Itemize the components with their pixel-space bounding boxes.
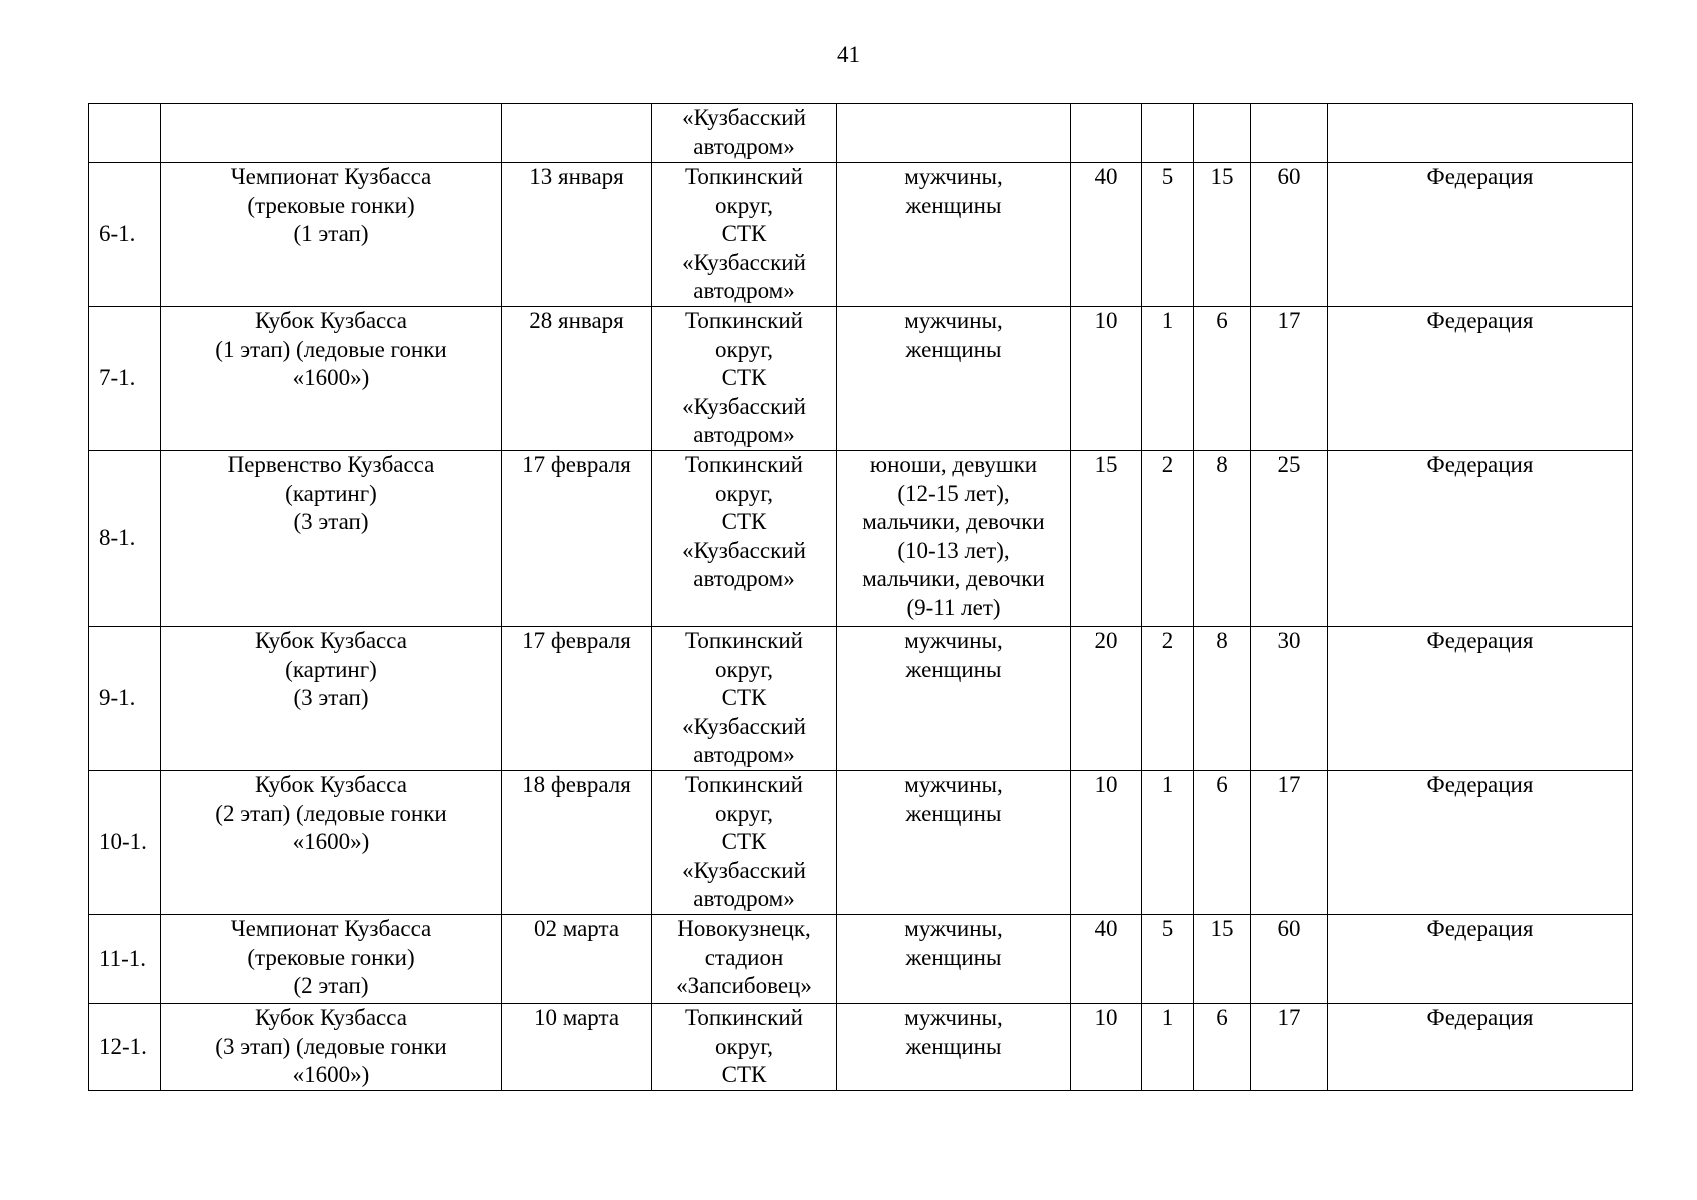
- cell-place: Топкинский округ, СТК «Кузбасский автодром»: [652, 163, 837, 307]
- cell-count-total: 17: [1251, 771, 1328, 915]
- cell-event-name: Первенство Кузбасса (картинг) (3 этап): [161, 451, 502, 627]
- cell-count-1: [1071, 104, 1142, 163]
- cell-count-2: 1: [1142, 771, 1194, 915]
- cell-count-3: [1194, 104, 1251, 163]
- cell-count-1: 20: [1071, 627, 1142, 771]
- cell-count-1: 40: [1071, 915, 1142, 1004]
- cell-number: 12-1.: [89, 1004, 161, 1091]
- table-row: [89, 163, 1633, 307]
- cell-count-1: 15: [1071, 451, 1142, 627]
- cell-count-1: 10: [1071, 1004, 1142, 1091]
- cell-count-total: 17: [1251, 1004, 1328, 1091]
- cell-place: Новокузнецк, стадион «Запсибовец»: [652, 915, 837, 1004]
- cell-organizer: Федерация: [1328, 163, 1633, 307]
- cell-place: Топкинский округ, СТК: [652, 1004, 837, 1091]
- cell-count-total: 25: [1251, 451, 1328, 627]
- cell-count-3: 6: [1194, 307, 1251, 451]
- cell-participants: мужчины, женщины: [837, 627, 1071, 771]
- cell-organizer: Федерация: [1328, 627, 1633, 771]
- cell-count-1: 10: [1071, 771, 1142, 915]
- cell-count-2: 1: [1142, 1004, 1194, 1091]
- cell-date: 10 марта: [502, 1004, 652, 1091]
- cell-count-total: [1251, 104, 1328, 163]
- cell-organizer: Федерация: [1328, 307, 1633, 451]
- cell-place: Топкинский округ, СТК «Кузбасский автодром»: [652, 451, 837, 627]
- cell-number: 7-1.: [89, 307, 161, 451]
- cell-organizer: Федерация: [1328, 451, 1633, 627]
- cell-count-total: 60: [1251, 915, 1328, 1004]
- cell-event-name: Кубок Кузбасса (3 этап) (ледовые гонки «1600»): [161, 1004, 502, 1091]
- cell-date: 18 февраля: [502, 771, 652, 915]
- table-row: [89, 771, 1633, 915]
- cell-date: 13 января: [502, 163, 652, 307]
- cell-place: «Кузбасский автодром»: [652, 104, 837, 163]
- cell-place: Топкинский округ, СТК «Кузбасский автодром»: [652, 307, 837, 451]
- cell-count-3: 6: [1194, 771, 1251, 915]
- cell-event-name: Кубок Кузбасса (1 этап) (ледовые гонки «1600»): [161, 307, 502, 451]
- cell-count-3: 6: [1194, 1004, 1251, 1091]
- cell-participants: мужчины, женщины: [837, 163, 1071, 307]
- table-row: [89, 307, 1633, 451]
- cell-organizer: Федерация: [1328, 1004, 1633, 1091]
- cell-participants: мужчины, женщины: [837, 1004, 1071, 1091]
- cell-count-2: [1142, 104, 1194, 163]
- cell-number: 8-1.: [89, 451, 161, 627]
- cell-event-name: Чемпионат Кузбасса (трековые гонки) (1 этап): [161, 163, 502, 307]
- cell-count-2: 1: [1142, 307, 1194, 451]
- cell-participants: мужчины, женщины: [837, 915, 1071, 1004]
- cell-date: [502, 104, 652, 163]
- table-row: [89, 1004, 1633, 1091]
- cell-count-total: 60: [1251, 163, 1328, 307]
- table-row: [89, 627, 1633, 771]
- cell-number: 9-1.: [89, 627, 161, 771]
- cell-count-3: 15: [1194, 163, 1251, 307]
- cell-number: 6-1.: [89, 163, 161, 307]
- cell-count-3: 8: [1194, 451, 1251, 627]
- cell-participants: мужчины, женщины: [837, 307, 1071, 451]
- cell-date: 17 февраля: [502, 451, 652, 627]
- cell-number: 11-1.: [89, 915, 161, 1004]
- cell-place: Топкинский округ, СТК «Кузбасский автодром»: [652, 771, 837, 915]
- cell-count-3: 8: [1194, 627, 1251, 771]
- cell-participants: [837, 104, 1071, 163]
- cell-organizer: [1328, 104, 1633, 163]
- cell-count-2: 2: [1142, 627, 1194, 771]
- cell-number: [89, 104, 161, 163]
- cell-count-1: 10: [1071, 307, 1142, 451]
- cell-organizer: Федерация: [1328, 915, 1633, 1004]
- events-table: [88, 103, 1633, 1091]
- cell-date: 02 марта: [502, 915, 652, 1004]
- cell-count-1: 40: [1071, 163, 1142, 307]
- cell-date: 17 февраля: [502, 627, 652, 771]
- cell-organizer: Федерация: [1328, 771, 1633, 915]
- cell-count-2: 5: [1142, 915, 1194, 1004]
- cell-event-name: Чемпионат Кузбасса (трековые гонки) (2 этап): [161, 915, 502, 1004]
- cell-event-name: [161, 104, 502, 163]
- cell-date: 28 января: [502, 307, 652, 451]
- cell-place: Топкинский округ, СТК «Кузбасский автодром»: [652, 627, 837, 771]
- cell-count-total: 30: [1251, 627, 1328, 771]
- cell-participants: юноши, девушки (12-15 лет), мальчики, девочки (10-13 лет), мальчики, девочки (9-11 лет): [837, 451, 1071, 627]
- cell-count-2: 2: [1142, 451, 1194, 627]
- cell-count-total: 17: [1251, 307, 1328, 451]
- cell-event-name: Кубок Кузбасса (картинг) (3 этап): [161, 627, 502, 771]
- cell-count-2: 5: [1142, 163, 1194, 307]
- cell-count-3: 15: [1194, 915, 1251, 1004]
- table-row-continuation: [89, 104, 1633, 163]
- table-row: [89, 451, 1633, 627]
- cell-participants: мужчины, женщины: [837, 771, 1071, 915]
- table-row: [89, 915, 1633, 1004]
- page-number: 41: [837, 42, 860, 67]
- cell-event-name: Кубок Кузбасса (2 этап) (ледовые гонки «1600»): [161, 771, 502, 915]
- cell-number: 10-1.: [89, 771, 161, 915]
